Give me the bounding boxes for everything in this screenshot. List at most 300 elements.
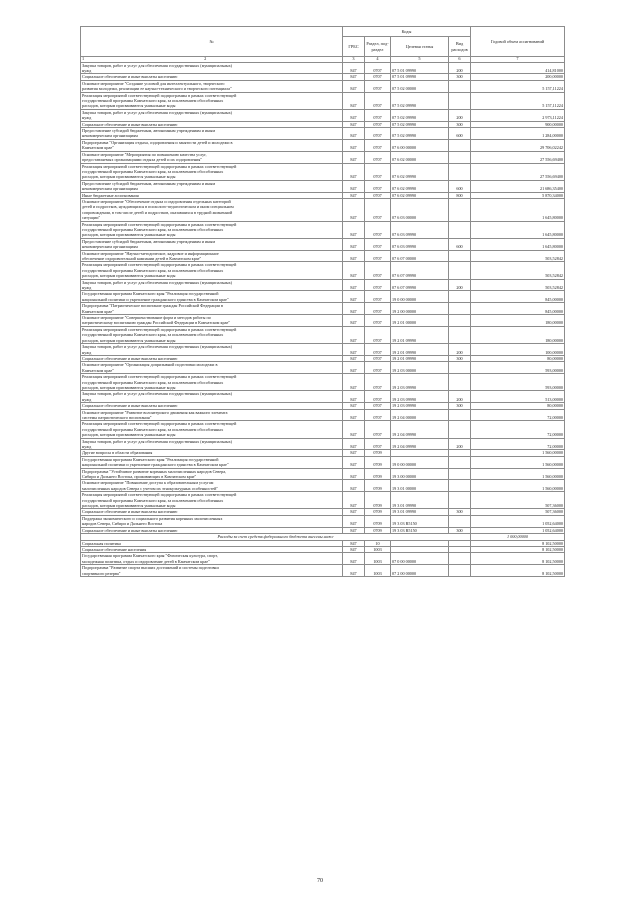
table-row bbox=[81, 291, 565, 303]
amount-cell: 5 157,11224 bbox=[471, 92, 565, 109]
section-cell: 0707 bbox=[365, 128, 391, 140]
grbs-cell: 847 bbox=[343, 403, 365, 409]
grbs-cell: 847 bbox=[343, 509, 365, 515]
expense-type-cell: 300 bbox=[449, 527, 471, 533]
target-article-cell: 19 0 00 00000 bbox=[391, 291, 449, 303]
target-article-cell: 07 6 07 09990 bbox=[391, 279, 449, 291]
item-name-line: государственной программы Камчатского края, за исключением обособленных bbox=[82, 98, 224, 104]
amount-cell: 503,52842 bbox=[471, 250, 565, 262]
section-cell: 0707 bbox=[365, 74, 391, 80]
target-article-cell: 19 2 03 09990 bbox=[391, 374, 449, 391]
grbs-cell: 847 bbox=[343, 109, 365, 121]
target-article-cell: 19 3 01 00000 bbox=[391, 480, 449, 492]
expense-type-cell: 200 bbox=[449, 344, 471, 356]
amount-cell: 507,36000 bbox=[471, 509, 565, 515]
item-name-line: Другие вопросы в области образования bbox=[82, 450, 153, 456]
item-name-line: Подпрограмма "Патриотическое воспитание граждан Российской Федерации в bbox=[82, 303, 223, 309]
page-number: 70 bbox=[317, 878, 323, 884]
amount-cell: 80,00000 bbox=[471, 403, 565, 409]
grbs-cell: 847 bbox=[343, 553, 365, 565]
table-row bbox=[81, 163, 565, 180]
grbs-cell: 847 bbox=[343, 540, 365, 546]
amount-cell: 845,00000 bbox=[471, 303, 565, 315]
amount-cell: 100,00000 bbox=[471, 344, 565, 356]
table-row bbox=[81, 315, 565, 327]
target-article-cell: 07 0 00 00000 bbox=[391, 553, 449, 565]
item-name-line: Камчатском крае" bbox=[82, 145, 114, 151]
amount-cell: 513,00000 bbox=[471, 391, 565, 403]
grbs-cell: 847 bbox=[343, 303, 365, 315]
expense-type-cell bbox=[449, 139, 471, 151]
amount-cell: 900,00000 bbox=[471, 121, 565, 127]
expense-type-cell bbox=[449, 553, 471, 565]
amount-cell: 1 560,00000 bbox=[471, 450, 565, 456]
item-name-line: Подпрограмма "Устойчивое развитие коренных малочисленных народов Севера, bbox=[82, 468, 227, 474]
amount-cell: 2 973,11224 bbox=[471, 109, 565, 121]
section-cell: 0707 bbox=[365, 121, 391, 127]
section-cell: 0707 bbox=[365, 403, 391, 409]
column-number: 4 bbox=[365, 57, 391, 63]
grbs-cell: 847 bbox=[343, 121, 365, 127]
section-cell: 0707 bbox=[365, 192, 391, 198]
item-name-line: Реализация мероприятий соответствующей подпрограммы в рамках соответствующей bbox=[82, 221, 237, 227]
expense-type-cell: 600 bbox=[449, 128, 471, 140]
grbs-cell: 847 bbox=[343, 139, 365, 151]
item-name-line: Реализация мероприятий соответствующей подпрограммы в рамках соответствующей bbox=[82, 163, 237, 169]
amount-cell: 1 052,64000 bbox=[471, 515, 565, 527]
target-article-cell: 07 2 00 00000 bbox=[391, 565, 449, 577]
amount-cell: 180,00000 bbox=[471, 315, 565, 327]
amount-cell: 29 706,02242 bbox=[471, 139, 565, 151]
item-name-line: национальной политики и укрепление гражданского единства в Камчатском крае" bbox=[82, 462, 229, 468]
section-cell: 0707 bbox=[365, 262, 391, 279]
grbs-cell: 847 bbox=[343, 355, 365, 361]
target-article-cell: 19 2 03 00000 bbox=[391, 362, 449, 374]
section-cell: 0707 bbox=[365, 303, 391, 315]
table-row bbox=[81, 128, 565, 140]
section-cell: 0707 bbox=[365, 326, 391, 343]
table-row bbox=[81, 515, 565, 527]
item-name-line: Социальная политика bbox=[82, 540, 121, 546]
item-name-cell bbox=[81, 198, 343, 221]
table-row bbox=[81, 198, 565, 221]
item-name-line: расходов, которым присваиваются уникальные коды bbox=[82, 103, 176, 109]
table-row bbox=[81, 80, 565, 92]
item-name-line: расходов, которым присваиваются уникальные коды bbox=[82, 432, 176, 438]
item-name-line: сопровождении, в том числе детей и подростков, оказавшихся в трудной жизненной bbox=[82, 209, 233, 215]
item-name-line: Государственная программа Камчатского края "Реализация государственной bbox=[82, 291, 219, 297]
amount-cell: 1 052,64000 bbox=[471, 527, 565, 533]
expense-type-cell: 300 bbox=[449, 355, 471, 361]
target-article-cell: 07 5 02 09990 bbox=[391, 128, 449, 140]
section-cell: 0707 bbox=[365, 139, 391, 151]
item-name-line: Социальное обеспечение и иные выплаты населению bbox=[82, 121, 178, 127]
expense-type-cell: 200 bbox=[449, 438, 471, 450]
item-name-line: некоммерческим организациям bbox=[82, 133, 138, 139]
item-name-line: Социальное обеспечение и иные выплаты населению bbox=[82, 355, 178, 361]
item-name-line: Государственная программа Камчатского края "Реализация государственной bbox=[82, 456, 219, 462]
item-name-line: Иные бюджетные ассигнования bbox=[82, 192, 139, 198]
item-name-cell bbox=[81, 139, 343, 151]
amount-cell: 503,52842 bbox=[471, 279, 565, 291]
table-row bbox=[81, 238, 565, 250]
target-article-cell: 07 5 02 09990 bbox=[391, 92, 449, 109]
grbs-cell: 847 bbox=[343, 450, 365, 456]
target-article-cell: 19 2 04 09990 bbox=[391, 438, 449, 450]
item-name-line: Закупка товаров, работ и услуг для обеспечения государственных (муниципальных) bbox=[82, 344, 233, 350]
item-name-line: предоставляемых организациями отдыха детей и их оздоровления" bbox=[82, 157, 202, 163]
table-header bbox=[81, 27, 565, 63]
expense-type-cell bbox=[449, 326, 471, 343]
section-cell: 0707 bbox=[365, 279, 391, 291]
section-cell: 0707 bbox=[365, 221, 391, 238]
table-row bbox=[81, 62, 565, 74]
amount-cell: 845,00000 bbox=[471, 291, 565, 303]
expense-type-cell bbox=[449, 492, 471, 509]
item-name-line: спортивного резерва" bbox=[82, 570, 121, 576]
table-row bbox=[81, 438, 565, 450]
amount-cell: 1 645,80000 bbox=[471, 198, 565, 221]
item-name-cell bbox=[81, 374, 343, 391]
document-page bbox=[80, 26, 564, 577]
expense-type-cell bbox=[449, 362, 471, 374]
item-name-cell bbox=[81, 438, 343, 450]
item-name-cell bbox=[81, 62, 343, 74]
grbs-cell: 847 bbox=[343, 192, 365, 198]
item-name-line: Закупка товаров, работ и услуг для обеспечения государственных (муниципальных) bbox=[82, 62, 233, 68]
table-row bbox=[81, 362, 565, 374]
section-cell: 0709 bbox=[365, 492, 391, 509]
item-name-line: государственной программы Камчатского края, за исключением обособленных bbox=[82, 497, 224, 503]
section-cell: 0707 bbox=[365, 409, 391, 421]
grbs-cell: 847 bbox=[343, 362, 365, 374]
column-number: 7 bbox=[471, 57, 565, 63]
grbs-cell: 847 bbox=[343, 163, 365, 180]
amount-cell: 503,52842 bbox=[471, 262, 565, 279]
item-name-line: государственной программы Камчатского края, за исключением обособленных bbox=[82, 379, 224, 385]
grbs-cell: 847 bbox=[343, 492, 365, 509]
item-name-cell bbox=[81, 80, 343, 92]
grbs-cell: 847 bbox=[343, 565, 365, 577]
item-name-cell bbox=[81, 291, 343, 303]
amount-cell: 1 284,00000 bbox=[471, 128, 565, 140]
header-target-article: Целевая статья bbox=[391, 37, 449, 57]
item-name-line: Основное мероприятие "Научно-методическое, кадровое и информационное bbox=[82, 250, 219, 256]
target-article-cell: 19 2 01 09990 bbox=[391, 355, 449, 361]
item-name-cell bbox=[81, 492, 343, 509]
item-name-cell bbox=[81, 480, 343, 492]
section-cell: 1003 bbox=[365, 553, 391, 565]
section-cell: 0707 bbox=[365, 151, 391, 163]
grbs-cell: 847 bbox=[343, 421, 365, 438]
grbs-cell: 847 bbox=[343, 344, 365, 356]
target-article-cell: 07 6 03 09990 bbox=[391, 238, 449, 250]
section-cell: 0707 bbox=[365, 250, 391, 262]
amount-cell: 5 157,11224 bbox=[471, 80, 565, 92]
grbs-cell: 847 bbox=[343, 326, 365, 343]
item-name-line: ситуации" bbox=[82, 215, 101, 221]
target-article-cell: 07 5 02 09990 bbox=[391, 109, 449, 121]
amount-cell: 1 645,80000 bbox=[471, 221, 565, 238]
item-name-cell bbox=[81, 553, 343, 565]
item-name-line: Закупка товаров, работ и услуг для обеспечения государственных (муниципальных) bbox=[82, 279, 233, 285]
table-row bbox=[81, 421, 565, 438]
grbs-cell: 847 bbox=[343, 92, 365, 109]
expense-type-cell bbox=[449, 151, 471, 163]
grbs-cell: 847 bbox=[343, 374, 365, 391]
amount-cell: 1 560,00000 bbox=[471, 468, 565, 480]
item-name-line: расходов, которым присваиваются уникальные коды bbox=[82, 503, 176, 509]
expense-type-cell bbox=[449, 92, 471, 109]
header-expense-type: Вид расходов bbox=[449, 37, 471, 57]
item-name-cell bbox=[81, 515, 343, 527]
expense-type-cell: 200 bbox=[449, 279, 471, 291]
item-name-line: расходов, которым присваиваются уникальные коды bbox=[82, 273, 176, 279]
item-name-line: Реализация мероприятий соответствующей подпрограммы в рамках соответствующей bbox=[82, 92, 237, 98]
item-name-cell bbox=[81, 315, 343, 327]
expense-type-cell bbox=[449, 374, 471, 391]
target-article-cell: 19 3 01 09990 bbox=[391, 509, 449, 515]
budget-table bbox=[80, 26, 565, 577]
grbs-cell: 847 bbox=[343, 468, 365, 480]
item-name-line: нужд bbox=[82, 285, 92, 291]
item-name-line: расходов, которым присваиваются уникальные коды bbox=[82, 337, 176, 343]
grbs-cell: 847 bbox=[343, 128, 365, 140]
header-section: Раздел, под- раздел bbox=[365, 37, 391, 57]
target-article-cell: 19 2 00 00000 bbox=[391, 303, 449, 315]
target-article-cell: 07 5 02 00000 bbox=[391, 80, 449, 92]
amount-cell: 80,00000 bbox=[471, 355, 565, 361]
expense-type-cell bbox=[449, 409, 471, 421]
item-name-line: Основное мероприятие "Мероприятия по повышению качества услуг, bbox=[82, 151, 207, 157]
expense-type-cell: 600 bbox=[449, 238, 471, 250]
amount-cell: 21 686,35400 bbox=[471, 180, 565, 192]
item-name-line: Предоставление субсидий бюджетным, автономным учреждениям и иным bbox=[82, 238, 215, 244]
grbs-cell: 847 bbox=[343, 151, 365, 163]
section-cell: 0707 bbox=[365, 109, 391, 121]
table-row bbox=[81, 553, 565, 565]
amount-cell: 8 102,50000 bbox=[471, 540, 565, 546]
section-cell: 0707 bbox=[365, 238, 391, 250]
item-name-line: Закупка товаров, работ и услуг для обеспечения государственных (муниципальных) bbox=[82, 438, 233, 444]
expense-type-cell: 300 bbox=[449, 509, 471, 515]
grbs-cell: 847 bbox=[343, 315, 365, 327]
amount-cell: 1 560,00000 bbox=[471, 456, 565, 468]
expense-type-cell: 200 bbox=[449, 109, 471, 121]
item-name-cell bbox=[81, 409, 343, 421]
table-row bbox=[81, 151, 565, 163]
amount-cell: 8 102,50000 bbox=[471, 565, 565, 577]
amount-cell: 5 870,34000 bbox=[471, 192, 565, 198]
column-number: 6 bbox=[449, 57, 471, 63]
section-cell: 0707 bbox=[365, 391, 391, 403]
item-name-line: Камчатском крае" bbox=[82, 367, 114, 373]
table-row bbox=[81, 468, 565, 480]
amount-cell: 1 645,80000 bbox=[471, 238, 565, 250]
grbs-cell: 847 bbox=[343, 250, 365, 262]
item-name-line: государственной программы Камчатского края, за исключением обособленных bbox=[82, 226, 224, 232]
item-name-cell bbox=[81, 151, 343, 163]
target-article-cell: 07 5 01 09990 bbox=[391, 74, 449, 80]
item-name-line: народов Севера, Сибири и Дальнего Востока bbox=[82, 521, 163, 527]
section-cell: 0707 bbox=[365, 362, 391, 374]
target-article-cell: 07 6 02 09990 bbox=[391, 163, 449, 180]
item-name-line: Поддержка экономического и социального развития коренных малочисленных bbox=[82, 515, 223, 521]
section-cell: 10 bbox=[365, 540, 391, 546]
grbs-cell: 847 bbox=[343, 546, 365, 552]
target-article-cell: 19 3 01 09990 bbox=[391, 492, 449, 509]
item-name-cell bbox=[81, 92, 343, 109]
item-name-cell bbox=[81, 391, 343, 403]
expense-type-cell bbox=[449, 456, 471, 468]
section-cell: 0707 bbox=[365, 180, 391, 192]
grbs-cell: 847 bbox=[343, 291, 365, 303]
amount-cell: 200,00000 bbox=[471, 74, 565, 80]
target-article-cell: 19 2 03 09990 bbox=[391, 391, 449, 403]
target-article-cell: 19 2 04 09990 bbox=[391, 421, 449, 438]
item-name-line: Реализация мероприятий соответствующей подпрограммы в рамках соответствующей bbox=[82, 492, 237, 498]
expense-type-cell: 800 bbox=[449, 192, 471, 198]
grbs-cell: 847 bbox=[343, 391, 365, 403]
section-cell: 0709 bbox=[365, 527, 391, 533]
target-article-cell: 19 2 01 09990 bbox=[391, 344, 449, 356]
item-name-line: Основное мероприятие "Развитие волонтерского движения как важного элемента bbox=[82, 409, 228, 415]
column-number: 3 bbox=[343, 57, 365, 63]
item-name-line: Реализация мероприятий соответствующей подпрограммы в рамках соответствующей bbox=[82, 374, 237, 380]
item-name-line: государственной программы Камчатского края, за исключением обособленных bbox=[82, 168, 224, 174]
target-article-cell: 19 2 01 00000 bbox=[391, 315, 449, 327]
section-cell: 0707 bbox=[365, 198, 391, 221]
expense-type-cell bbox=[449, 421, 471, 438]
item-name-cell bbox=[81, 238, 343, 250]
item-name-cell bbox=[81, 421, 343, 438]
item-name-line: нужд bbox=[82, 396, 92, 402]
target-article-cell: 07 6 02 00000 bbox=[391, 151, 449, 163]
expense-type-cell bbox=[449, 262, 471, 279]
item-name-line: нужд bbox=[82, 68, 92, 73]
table-row bbox=[81, 344, 565, 356]
table-row bbox=[81, 374, 565, 391]
column-number: 1 2 bbox=[81, 57, 343, 63]
section-cell: 0707 bbox=[365, 291, 391, 303]
item-name-line: государственной программы Камчатского края, за исключением обособленных bbox=[82, 426, 224, 432]
table-row bbox=[81, 565, 565, 577]
table-row bbox=[81, 492, 565, 509]
item-name-line: Основное мероприятие "Создание условий для интеллектуального, творческого bbox=[82, 80, 225, 86]
target-article-cell: 07 5 01 09990 bbox=[391, 62, 449, 74]
item-name-line: Закупка товаров, работ и услуг для обеспечения государственных (муниципальных) bbox=[82, 109, 233, 115]
expense-type-cell bbox=[449, 163, 471, 180]
item-name-cell bbox=[81, 262, 343, 279]
expense-type-cell: 300 bbox=[449, 74, 471, 80]
table-row bbox=[81, 250, 565, 262]
item-name-line: Основное мероприятие "Повышение доступа к образовательным услугам bbox=[82, 480, 214, 486]
expense-type-cell: 300 bbox=[449, 403, 471, 409]
item-name-line: Реализация мероприятий соответствующей подпрограммы в рамках соответствующей bbox=[82, 326, 237, 332]
target-article-cell: 07 5 02 09990 bbox=[391, 121, 449, 127]
amount-cell: 507,36000 bbox=[471, 492, 565, 509]
item-name-cell bbox=[81, 128, 343, 140]
grbs-cell: 847 bbox=[343, 180, 365, 192]
item-name-cell bbox=[81, 362, 343, 374]
expense-type-cell: 300 bbox=[449, 121, 471, 127]
section-cell: 0707 bbox=[365, 80, 391, 92]
expense-type-cell bbox=[449, 80, 471, 92]
grbs-cell: 847 bbox=[343, 198, 365, 221]
section-cell: 0709 bbox=[365, 468, 391, 480]
item-name-line: Социальное обеспечение и иные выплаты населению bbox=[82, 509, 178, 515]
amount-cell: 72,00000 bbox=[471, 421, 565, 438]
target-article-cell: 07 6 07 00000 bbox=[391, 250, 449, 262]
item-name-line: расходов, которым присваиваются уникальные коды bbox=[82, 174, 176, 180]
amount-cell: 1 560,00000 bbox=[471, 480, 565, 492]
item-name-line: нужд bbox=[82, 444, 92, 449]
section-cell: 1003 bbox=[365, 546, 391, 552]
item-name-line: Реализация мероприятий соответствующей подпрограммы в рамках соответствующей bbox=[82, 421, 237, 427]
table-row bbox=[81, 109, 565, 121]
table-row bbox=[81, 139, 565, 151]
grbs-cell: 847 bbox=[343, 262, 365, 279]
section-cell: 0707 bbox=[365, 315, 391, 327]
amount-cell: 72,00000 bbox=[471, 409, 565, 421]
table-row bbox=[81, 92, 565, 109]
item-name-cell bbox=[81, 468, 343, 480]
section-cell: 0707 bbox=[365, 421, 391, 438]
amount-cell: 180,00000 bbox=[471, 326, 565, 343]
item-name-line: развития молодежи, реализации ее научно-технического и творческого потенциала" bbox=[82, 86, 232, 92]
table-row bbox=[81, 456, 565, 468]
item-name-line: детей и подростков, нуждающихся в психолого-педагогическом и ином специальном bbox=[82, 204, 234, 210]
item-name-line: Реализация мероприятий соответствующей подпрограммы в рамках соответствующей bbox=[82, 262, 237, 268]
target-article-cell: 07 6 07 09990 bbox=[391, 262, 449, 279]
header-annual-amount: Годовой объем ассигнований bbox=[471, 27, 565, 57]
target-article-cell: 19 2 01 09990 bbox=[391, 326, 449, 343]
expense-type-cell bbox=[449, 515, 471, 527]
target-article-cell: 07 6 03 09990 bbox=[391, 221, 449, 238]
table-row bbox=[81, 221, 565, 238]
table-row bbox=[81, 303, 565, 315]
grbs-cell: 847 bbox=[343, 480, 365, 492]
target-article-cell: 19 3 00 00000 bbox=[391, 468, 449, 480]
expense-type-cell bbox=[449, 198, 471, 221]
expense-type-cell: 200 bbox=[449, 62, 471, 74]
amount-cell: 593,00000 bbox=[471, 362, 565, 374]
item-name-cell bbox=[81, 109, 343, 121]
item-name-line: Государственная программа Камчатского края "Физическая культура, спорт, bbox=[82, 553, 218, 559]
amount-cell: 414,81000 bbox=[471, 62, 565, 74]
amount-cell: 8 102,50000 bbox=[471, 546, 565, 552]
item-name-line: Основное мероприятие "Совершенствование форм и методов работы по bbox=[82, 315, 211, 321]
table-row bbox=[81, 279, 565, 291]
item-name-line: Социальное обеспечение и иные выплаты населению bbox=[82, 74, 178, 80]
item-name-line: Закупка товаров, работ и услуг для обеспечения государственных (муниципальных) bbox=[82, 391, 233, 397]
item-name-cell bbox=[81, 163, 343, 180]
item-name-line: Подпрограмма "Организация отдыха, оздоровления и занятости детей и молодежи в bbox=[82, 139, 233, 145]
amount-cell: 72,00000 bbox=[471, 438, 565, 450]
item-name-line: нужд bbox=[82, 115, 92, 121]
grbs-cell: 847 bbox=[343, 80, 365, 92]
item-name-line: Основное мероприятие "Обеспечение отдыха и оздоровления отдельных категорий bbox=[82, 198, 231, 204]
table-body bbox=[81, 62, 565, 576]
expense-type-cell bbox=[449, 315, 471, 327]
table-row bbox=[81, 391, 565, 403]
section-cell: 0707 bbox=[365, 344, 391, 356]
section-cell: 0707 bbox=[365, 355, 391, 361]
item-name-line: государственной программы Камчатского края, за исключением обособленных bbox=[82, 267, 224, 273]
item-name-line: малочисленных народов Севера с учетом их этнокультурных особенностей" bbox=[82, 485, 219, 491]
item-name-line: государственной программы Камчатского края, за исключением обособленных bbox=[82, 332, 224, 338]
item-name-line: обеспечение оздоровительной кампании детей в Камчатском крае" bbox=[82, 256, 202, 261]
